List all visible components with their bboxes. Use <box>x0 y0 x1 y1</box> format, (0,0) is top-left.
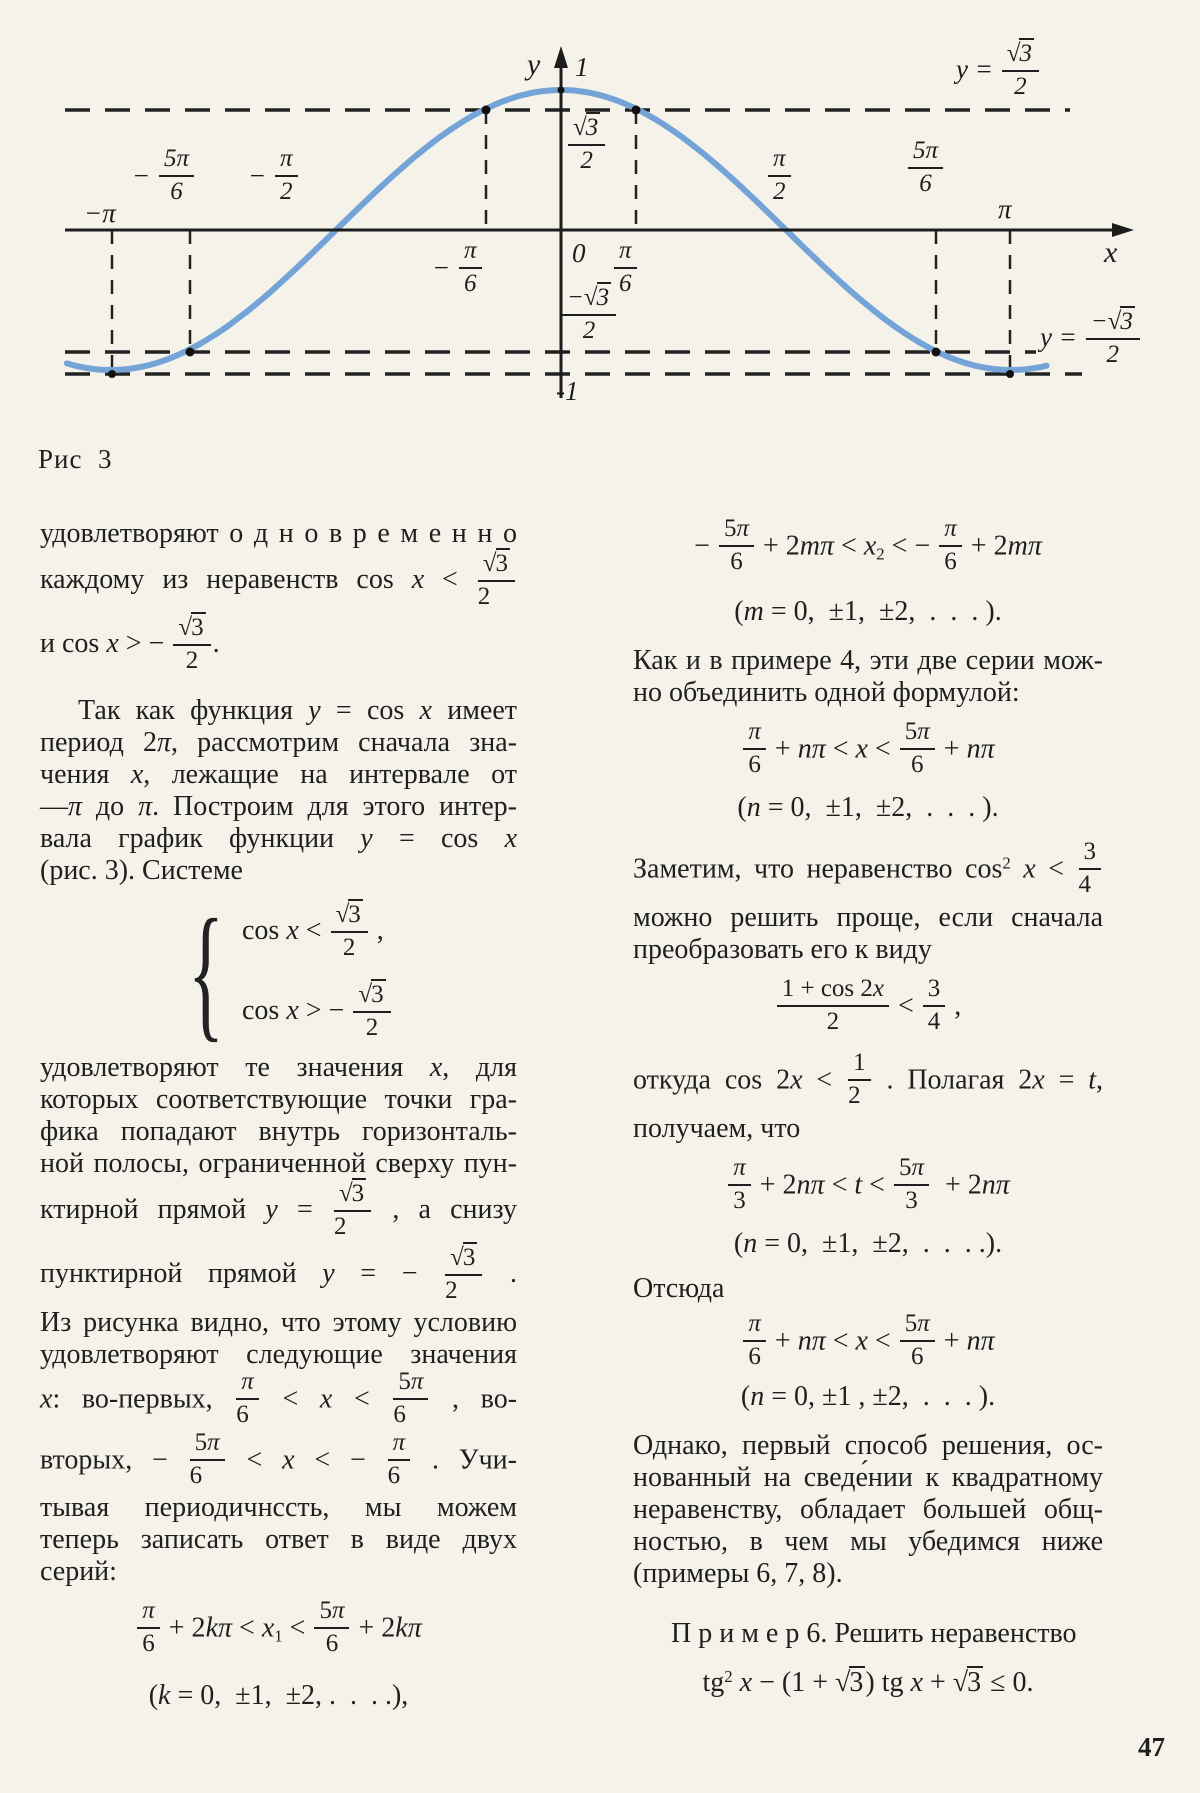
label-neg-sqrt3-2: $\frac{-√3}{2}$ <box>560 284 618 348</box>
text-line: которых соответствующие точки гра- <box>40 1084 517 1115</box>
text-line: преобразовать его к виду <box>633 933 932 965</box>
text-line: —π до π. Построим для этого интер- <box>40 791 517 822</box>
display-formula-tg: $tg^2$ x − (1 + √3) tg x + √3 ≤ 0. <box>702 1666 1034 1698</box>
tick-5pi-6: $\frac{5\pi}{6}$ <box>906 140 945 201</box>
tick-neg-pi-2: − $\frac{\pi}{2}$ <box>248 148 300 209</box>
text-line: фика попадают внутрь горизонталь- <box>40 1116 517 1147</box>
point-5pi-6 <box>932 348 941 357</box>
label-neg-one: -1 <box>556 376 579 406</box>
system-row: cos x < $\frac{√3}{2}$ , <box>242 901 393 965</box>
figure-caption: Рис 3 <box>38 444 113 474</box>
equation-system <box>188 888 517 1055</box>
text-line: (рис. 3). Системе <box>40 855 243 886</box>
text-line: удовлетворяют о д н о в р е м е н н о <box>40 518 517 549</box>
text-line: x: во-первых, $\frac{\pi}{6}$ < x < $\frac{5\pi}{6}$ , во- <box>40 1368 518 1429</box>
text-line: Отсюда <box>633 1273 725 1304</box>
text-line: пунктирной прямой y = − $\frac{√3}{2}$ . <box>40 1244 517 1308</box>
label-zero: 0 <box>572 238 586 268</box>
left-column <box>40 518 517 1713</box>
label-line-top: y = $\frac{√3}{2}$ <box>956 40 1041 104</box>
point-pi <box>1006 370 1014 378</box>
text-line: чения x, лежащие на интервале от <box>40 759 518 790</box>
display-formula-n2: $\frac{\pi}{6}$ + nπ < x < $\frac{5\pi}{6}$ + nπ <box>633 1313 1103 1374</box>
text-line: (примеры 6, 7, 8). <box>633 1557 843 1589</box>
text-line: период 2π, рассмотрим сначала зна- <box>40 727 517 758</box>
page-number: 47 <box>1138 1732 1165 1762</box>
point-neg-5pi-6 <box>186 348 195 357</box>
label-one: 1 <box>575 52 589 82</box>
x-axis-arrow <box>1112 223 1134 237</box>
tick-pi-2: $\frac{\pi}{2}$ <box>766 148 793 209</box>
text-line: Заметим, что неравенство $\cos^2 x$ < $\frac{3}{4}$ <box>633 841 1103 902</box>
label-sqrt3-2: $\frac{√3}{2}$ <box>566 114 607 178</box>
text-line: теперь записать ответ в виде двух <box>40 1524 517 1555</box>
text-line: вторых, − $\frac{5\pi}{6}$ < x < − $\frac{\pi}{6}$ . Учи- <box>40 1428 517 1489</box>
x-axis-label: x <box>1104 236 1118 269</box>
text-line: удовлетворяют следующие значения <box>40 1339 517 1370</box>
point-neg-pi-6 <box>482 106 491 115</box>
example-heading: П р и м е р 6. Решить неравенство <box>671 1617 1077 1649</box>
display-formula-n1-range: (n = 0, ±1, ±2, . . . ). <box>737 792 999 823</box>
label-line-bottom: y = $\frac{-√3}{2}$ <box>1040 308 1142 372</box>
text-line: и cos x > − $\frac{√3}{2}$ . <box>40 614 517 678</box>
text-line: каждому из неравенств cos x < $\frac{√3}{2}$ <box>40 550 517 614</box>
text-line: тывая периодичнссть, мы можем <box>40 1492 517 1523</box>
text-line: удовлетворяют те значения x, для <box>40 1052 517 1083</box>
y-axis-label: y <box>527 48 541 81</box>
text-line: ктирной прямой y = $\frac{√3}{2}$ , а снизу <box>40 1180 517 1244</box>
tick-pi: π <box>998 194 1012 224</box>
display-formula-t-range: (n = 0, ±1, ±2, . . . .). <box>733 1228 1003 1259</box>
tick-neg-5pi-6: − $\frac{5\pi}{6}$ <box>132 148 196 209</box>
text-line: ностью, в чем мы убедимся ниже <box>633 1525 1103 1557</box>
figure-cosine-graph <box>0 0 1200 432</box>
text-line: серий: <box>40 1556 117 1587</box>
text-line: Как и в примере 4, эти две серии мож- <box>633 644 1103 676</box>
text-line: вала график функции y = cos x <box>40 823 518 854</box>
tick-pi-6: $\frac{\pi}{6}$ <box>612 240 639 301</box>
display-formula-m-range: (m = 0, ±1, ±2, . . . ). <box>734 595 1002 627</box>
display-formula-cos2x: $\frac{1 + \cos 2x}{2}$ < $\frac{3}{4}$ , <box>633 978 1103 1039</box>
text-line: неравенству, обладает большей общ- <box>633 1493 1103 1525</box>
display-formula-k: $\frac{\pi}{6}$ + $2k\pi < x_1$ < $\frac{5\pi}{6}$ + 2kπ <box>40 1600 517 1661</box>
text-line: ной полосы, ограниченной сверху пун- <box>40 1148 517 1179</box>
right-column <box>633 470 1103 1700</box>
text-line: Из рисунка видно, что этому условию <box>40 1307 517 1338</box>
system-brace: { <box>188 888 224 1055</box>
display-formula-m: − $\frac{5\pi}{6}$ + $2m\pi < x_2$ < − $\frac{\pi}{6}$ + 2mπ <box>694 515 1042 576</box>
text-line: откуда cos 2x < $\frac{1}{2}$ . Полагая 2x = t, <box>633 1049 1104 1110</box>
y-axis-arrow <box>554 46 568 68</box>
point-neg-pi <box>108 370 116 378</box>
text-line: но объединить одной формулой: <box>633 676 1020 708</box>
text-line: Так как функция y = cos x имеет <box>78 695 518 726</box>
display-formula-k-range: (k = 0, ±1, ±2, . . . .), <box>148 1679 409 1711</box>
tick-neg-pi: −π <box>84 198 116 228</box>
text-line: нованный на сведе́нии к квадратному <box>633 1461 1103 1493</box>
system-row: cos x > − $\frac{√3}{2}$ <box>242 981 393 1045</box>
text-line: можно решить проще, если сначала <box>633 901 1103 933</box>
display-formula-n2-range: (n = 0, ±1 , ±2, . . . ). <box>740 1380 996 1412</box>
tick-neg-pi-6: − $\frac{\pi}{6}$ <box>432 240 484 301</box>
display-formula-n1: $\frac{\pi}{6}$ + nπ < x < $\frac{5\pi}{6}$ + nπ <box>633 721 1103 782</box>
text-line: получаем, что <box>633 1112 801 1144</box>
display-formula-t: $\frac{\pi}{3}$ + 2nπ < t < $\frac{5\pi}{3}$ + 2nπ <box>633 1157 1103 1218</box>
point-peak <box>558 87 565 94</box>
text-line: Однако, первый способ решения, ос- <box>633 1429 1103 1461</box>
point-pi-6 <box>632 106 641 115</box>
